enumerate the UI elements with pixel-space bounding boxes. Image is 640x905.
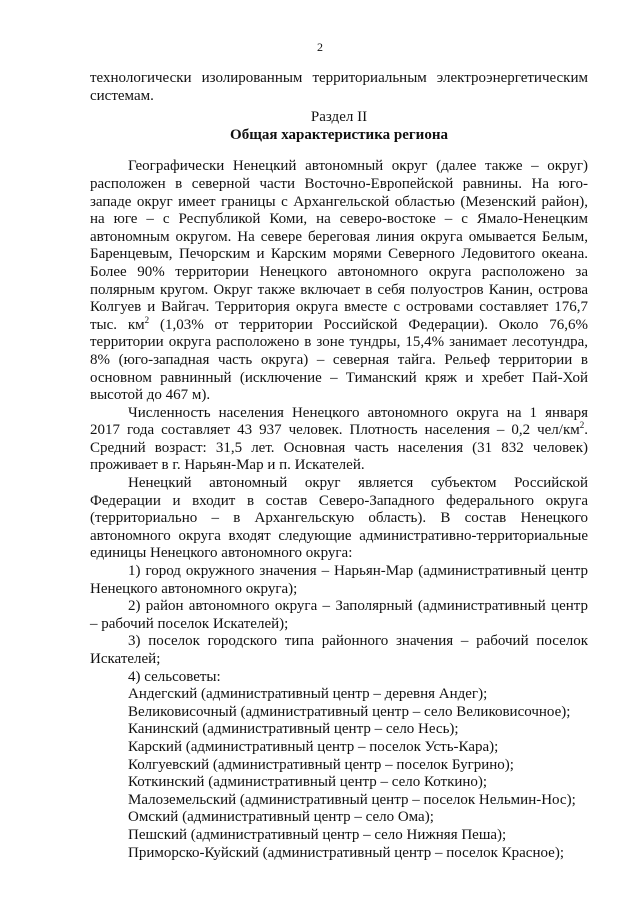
- unit-item: 4) сельсоветы:: [128, 668, 221, 685]
- selsovet-item: Пешский (административный центр – село Нижняя Пеша);: [128, 826, 507, 843]
- selsovet-item: Канинский (административный центр – село Несь);: [128, 721, 459, 738]
- selsovet-item: Великовисочный (административный центр – село Великовисочное);: [128, 703, 571, 720]
- geography-text-a: Географически Ненецкий автономный округ (далее также – округ) расположен в северной части Восточно-Европейской равнины. На юго-западе округ имеет границы с Архангельской областью (Мезенский район), на юге – с Республикой Коми, на северо-востоке – с Ямало-Ненецким автономным округом. На севере береговая линия округа омывается Белым, Баренцевым, Печорским и Карским морями Северного Ледовитого океана. Более 90% территории Ненецкого автономного округа расположено за полярным кругом. Округ также включает в себя полуостров Канин, острова Колгуев и Вайгач. Территория округа вместе с островами составляет 176,7 тыс. км: [90, 158, 588, 333]
- selsovet-item: Колгуевский (административный центр – поселок Бугрино);: [128, 756, 514, 773]
- geography-superscript: 2: [144, 314, 150, 325]
- selsovet-item: Малоземельский (административный центр – поселок Нельмин-Нос);: [128, 791, 576, 808]
- population-text-a: Численность населения Ненецкого автономного округа на 1 января 2017 года составляет 43 937 человек. Плотность населения – 0,2 чел/км: [90, 404, 588, 439]
- selsovet-item: Коткинский (административный центр – село Коткино);: [128, 774, 488, 791]
- unit-item: 3) поселок городского типа районного значения – рабочий поселок Искателей;: [90, 633, 588, 667]
- unit-item: 2) район автономного округа – Заполярный (административный центр – рабочий поселок Искателей);: [90, 598, 588, 632]
- structure-paragraph: Ненецкий автономный округ является субъектом Российской Федерации и входит в состав Северо-Западного федерального округа (территориально – в Архангельскую область). В состав Ненецкого автономного округа входят следующие административно-территориальные единицы Ненецкого автономного округа:: [90, 475, 588, 562]
- continuation-paragraph: технологически изолированным территориальным электроэнергетическим системам.: [90, 70, 588, 104]
- selsovet-item: Приморско-Куйский (административный центр – поселок Красное);: [128, 844, 564, 861]
- selsovet-item: Андегский (административный центр – деревня Андег);: [128, 686, 488, 703]
- population-superscript: 2: [579, 420, 585, 431]
- document-body: [90, 70, 588, 862]
- selsovet-item: Карский (административный центр – поселок Усть-Кара);: [128, 738, 499, 755]
- geography-paragraph: [90, 158, 588, 404]
- geography-text-b: (1,03% от территории Российской Федерации). Около 76,6% территории округа расположено в зоне тундры, 15,4% занимает лесотундра, 8% (юго-западная часть округа) – северная тайга. Рельеф территории в основном равнинный (исключение – Тиманский кряж и хребет Пай-Хой высотой до 467 м).: [90, 316, 588, 404]
- selsovet-item: Омский (административный центр – село Ома);: [128, 809, 434, 826]
- section-label: Раздел II: [310, 109, 368, 126]
- section-title: Общая характеристика региона: [230, 126, 448, 143]
- unit-item: 1) город окружного значения – Нарьян-Мар (административный центр Ненецкого автономного округа);: [90, 563, 588, 597]
- page-number: 2: [317, 40, 323, 54]
- population-text-b: . Средний возраст: 31,5 лет. Основная часть населения (31 832 человек) проживает в г. Нарьян-Мар и п. Искателей.: [90, 422, 588, 474]
- population-paragraph: [90, 405, 588, 475]
